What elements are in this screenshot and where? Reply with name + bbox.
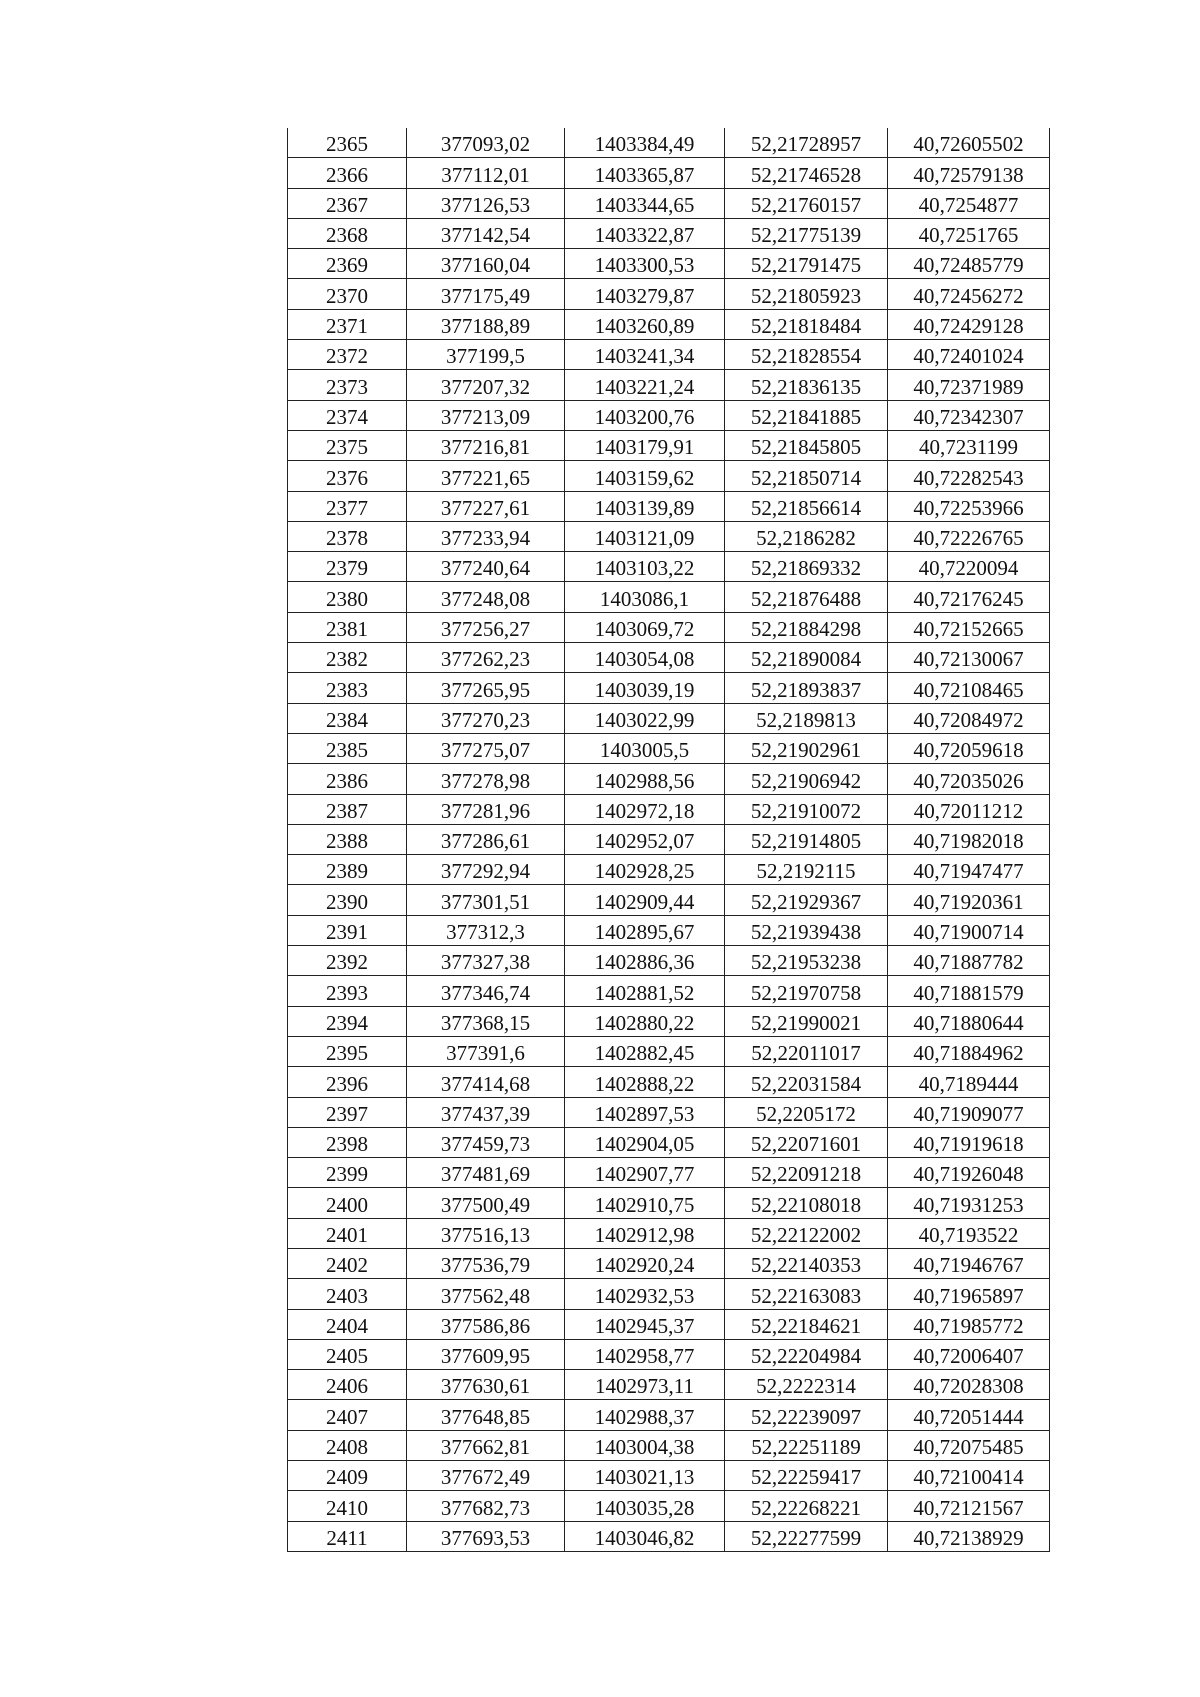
y-coordinate-cell: 1402945,37 (565, 1309, 725, 1339)
table-row (288, 1309, 1050, 1339)
latitude-cell: 52,21953238 (725, 946, 888, 976)
x-coordinate-cell: 377262,23 (407, 643, 565, 673)
latitude-cell: 52,22277599 (725, 1521, 888, 1551)
point-number-cell: 2410 (288, 1491, 407, 1521)
y-coordinate-cell: 1402920,24 (565, 1248, 725, 1278)
table-row (288, 976, 1050, 1006)
x-coordinate-cell: 377199,5 (407, 340, 565, 370)
y-coordinate-cell: 1402973,11 (565, 1370, 725, 1400)
latitude-cell: 52,2222314 (725, 1370, 888, 1400)
y-coordinate-cell: 1403159,62 (565, 461, 725, 491)
point-number-cell: 2365 (288, 128, 407, 158)
x-coordinate-cell: 377175,49 (407, 279, 565, 309)
y-coordinate-cell: 1402988,37 (565, 1400, 725, 1430)
x-coordinate-cell: 377093,02 (407, 128, 565, 158)
point-number-cell: 2404 (288, 1309, 407, 1339)
y-coordinate-cell: 1403365,87 (565, 158, 725, 188)
table-row (288, 1339, 1050, 1369)
longitude-cell: 40,71931253 (888, 1188, 1050, 1218)
y-coordinate-cell: 1402952,07 (565, 824, 725, 854)
longitude-cell: 40,71884962 (888, 1036, 1050, 1066)
x-coordinate-cell: 377414,68 (407, 1067, 565, 1097)
table-row (288, 249, 1050, 279)
x-coordinate-cell: 377248,08 (407, 582, 565, 612)
longitude-cell: 40,72342307 (888, 400, 1050, 430)
x-coordinate-cell: 377270,23 (407, 703, 565, 733)
point-number-cell: 2386 (288, 764, 407, 794)
point-number-cell: 2408 (288, 1430, 407, 1460)
latitude-cell: 52,22091218 (725, 1158, 888, 1188)
y-coordinate-cell: 1403039,19 (565, 673, 725, 703)
y-coordinate-cell: 1402882,45 (565, 1036, 725, 1066)
y-coordinate-cell: 1402897,53 (565, 1097, 725, 1127)
latitude-cell: 52,22108018 (725, 1188, 888, 1218)
table-row (288, 552, 1050, 582)
y-coordinate-cell: 1402988,56 (565, 764, 725, 794)
latitude-cell: 52,21876488 (725, 582, 888, 612)
y-coordinate-cell: 1402888,22 (565, 1067, 725, 1097)
latitude-cell: 52,21939438 (725, 915, 888, 945)
y-coordinate-cell: 1402928,25 (565, 855, 725, 885)
longitude-cell: 40,72485779 (888, 249, 1050, 279)
point-number-cell: 2373 (288, 370, 407, 400)
x-coordinate-cell: 377327,38 (407, 946, 565, 976)
x-coordinate-cell: 377240,64 (407, 552, 565, 582)
longitude-cell: 40,72059618 (888, 733, 1050, 763)
point-number-cell: 2403 (288, 1279, 407, 1309)
x-coordinate-cell: 377221,65 (407, 461, 565, 491)
longitude-cell: 40,71985772 (888, 1309, 1050, 1339)
y-coordinate-cell: 1402881,52 (565, 976, 725, 1006)
table-row (288, 430, 1050, 460)
table-row (288, 612, 1050, 642)
x-coordinate-cell: 377437,39 (407, 1097, 565, 1127)
point-number-cell: 2376 (288, 461, 407, 491)
point-number-cell: 2401 (288, 1218, 407, 1248)
point-number-cell: 2388 (288, 824, 407, 854)
point-number-cell: 2366 (288, 158, 407, 188)
latitude-cell: 52,21929367 (725, 885, 888, 915)
longitude-cell: 40,72028308 (888, 1370, 1050, 1400)
x-coordinate-cell: 377233,94 (407, 521, 565, 551)
coordinates-table-body (288, 128, 1050, 1551)
longitude-cell: 40,71919618 (888, 1127, 1050, 1157)
x-coordinate-cell: 377662,81 (407, 1430, 565, 1460)
point-number-cell: 2392 (288, 946, 407, 976)
y-coordinate-cell: 1403279,87 (565, 279, 725, 309)
x-coordinate-cell: 377126,53 (407, 188, 565, 218)
longitude-cell: 40,71920361 (888, 885, 1050, 915)
table-row (288, 673, 1050, 703)
point-number-cell: 2384 (288, 703, 407, 733)
x-coordinate-cell: 377630,61 (407, 1370, 565, 1400)
point-number-cell: 2409 (288, 1461, 407, 1491)
point-number-cell: 2380 (288, 582, 407, 612)
table-row (288, 1279, 1050, 1309)
point-number-cell: 2391 (288, 915, 407, 945)
table-row (288, 1218, 1050, 1248)
table-row (288, 1036, 1050, 1066)
latitude-cell: 52,22163083 (725, 1279, 888, 1309)
latitude-cell: 52,21906942 (725, 764, 888, 794)
y-coordinate-cell: 1403200,76 (565, 400, 725, 430)
x-coordinate-cell: 377672,49 (407, 1461, 565, 1491)
longitude-cell: 40,72130067 (888, 643, 1050, 673)
point-number-cell: 2369 (288, 249, 407, 279)
y-coordinate-cell: 1402909,44 (565, 885, 725, 915)
y-coordinate-cell: 1403179,91 (565, 430, 725, 460)
table-row (288, 340, 1050, 370)
y-coordinate-cell: 1403121,09 (565, 521, 725, 551)
longitude-cell: 40,72371989 (888, 370, 1050, 400)
point-number-cell: 2378 (288, 521, 407, 551)
x-coordinate-cell: 377368,15 (407, 1006, 565, 1036)
point-number-cell: 2400 (288, 1188, 407, 1218)
longitude-cell: 40,7193522 (888, 1218, 1050, 1248)
y-coordinate-cell: 1403022,99 (565, 703, 725, 733)
latitude-cell: 52,21902961 (725, 733, 888, 763)
point-number-cell: 2385 (288, 733, 407, 763)
longitude-cell: 40,72121567 (888, 1491, 1050, 1521)
point-number-cell: 2389 (288, 855, 407, 885)
latitude-cell: 52,22204984 (725, 1339, 888, 1369)
x-coordinate-cell: 377292,94 (407, 855, 565, 885)
longitude-cell: 40,72138929 (888, 1521, 1050, 1551)
point-number-cell: 2370 (288, 279, 407, 309)
longitude-cell: 40,71965897 (888, 1279, 1050, 1309)
x-coordinate-cell: 377391,6 (407, 1036, 565, 1066)
table-row (288, 885, 1050, 915)
longitude-cell: 40,71881579 (888, 976, 1050, 1006)
table-row (288, 1006, 1050, 1036)
latitude-cell: 52,21841885 (725, 400, 888, 430)
point-number-cell: 2375 (288, 430, 407, 460)
table-row (288, 915, 1050, 945)
y-coordinate-cell: 1403384,49 (565, 128, 725, 158)
y-coordinate-cell: 1402910,75 (565, 1188, 725, 1218)
longitude-cell: 40,71946767 (888, 1248, 1050, 1278)
x-coordinate-cell: 377213,09 (407, 400, 565, 430)
latitude-cell: 52,21893837 (725, 673, 888, 703)
point-number-cell: 2379 (288, 552, 407, 582)
longitude-cell: 40,72429128 (888, 309, 1050, 339)
latitude-cell: 52,22239097 (725, 1400, 888, 1430)
x-coordinate-cell: 377188,89 (407, 309, 565, 339)
table-row (288, 1400, 1050, 1430)
latitude-cell: 52,22259417 (725, 1461, 888, 1491)
x-coordinate-cell: 377481,69 (407, 1158, 565, 1188)
x-coordinate-cell: 377516,13 (407, 1218, 565, 1248)
x-coordinate-cell: 377693,53 (407, 1521, 565, 1551)
x-coordinate-cell: 377216,81 (407, 430, 565, 460)
latitude-cell: 52,22184621 (725, 1309, 888, 1339)
table-row (288, 370, 1050, 400)
latitude-cell: 52,22268221 (725, 1491, 888, 1521)
longitude-cell: 40,71909077 (888, 1097, 1050, 1127)
latitude-cell: 52,21884298 (725, 612, 888, 642)
table-row (288, 491, 1050, 521)
point-number-cell: 2368 (288, 218, 407, 248)
table-row (288, 461, 1050, 491)
point-number-cell: 2394 (288, 1006, 407, 1036)
x-coordinate-cell: 377286,61 (407, 824, 565, 854)
point-number-cell: 2406 (288, 1370, 407, 1400)
latitude-cell: 52,21910072 (725, 794, 888, 824)
table-row (288, 158, 1050, 188)
latitude-cell: 52,2186282 (725, 521, 888, 551)
point-number-cell: 2371 (288, 309, 407, 339)
point-number-cell: 2411 (288, 1521, 407, 1551)
latitude-cell: 52,21760157 (725, 188, 888, 218)
y-coordinate-cell: 1403221,24 (565, 370, 725, 400)
table-row (288, 1158, 1050, 1188)
point-number-cell: 2399 (288, 1158, 407, 1188)
table-row (288, 1248, 1050, 1278)
coordinates-table (287, 128, 1050, 1552)
y-coordinate-cell: 1403005,5 (565, 733, 725, 763)
longitude-cell: 40,71900714 (888, 915, 1050, 945)
table-row (288, 128, 1050, 158)
latitude-cell: 52,21970758 (725, 976, 888, 1006)
table-row (288, 582, 1050, 612)
longitude-cell: 40,72084972 (888, 703, 1050, 733)
y-coordinate-cell: 1402904,05 (565, 1127, 725, 1157)
latitude-cell: 52,21890084 (725, 643, 888, 673)
x-coordinate-cell: 377562,48 (407, 1279, 565, 1309)
longitude-cell: 40,72401024 (888, 340, 1050, 370)
x-coordinate-cell: 377500,49 (407, 1188, 565, 1218)
x-coordinate-cell: 377275,07 (407, 733, 565, 763)
longitude-cell: 40,72152665 (888, 612, 1050, 642)
latitude-cell: 52,22251189 (725, 1430, 888, 1460)
longitude-cell: 40,71926048 (888, 1158, 1050, 1188)
longitude-cell: 40,72282543 (888, 461, 1050, 491)
latitude-cell: 52,21746528 (725, 158, 888, 188)
latitude-cell: 52,21856614 (725, 491, 888, 521)
latitude-cell: 52,22140353 (725, 1248, 888, 1278)
latitude-cell: 52,22031584 (725, 1067, 888, 1097)
x-coordinate-cell: 377459,73 (407, 1127, 565, 1157)
x-coordinate-cell: 377265,95 (407, 673, 565, 703)
latitude-cell: 52,2205172 (725, 1097, 888, 1127)
x-coordinate-cell: 377142,54 (407, 218, 565, 248)
y-coordinate-cell: 1403069,72 (565, 612, 725, 642)
table-row (288, 1370, 1050, 1400)
longitude-cell: 40,72035026 (888, 764, 1050, 794)
longitude-cell: 40,7220094 (888, 552, 1050, 582)
table-row (288, 855, 1050, 885)
y-coordinate-cell: 1403300,53 (565, 249, 725, 279)
point-number-cell: 2367 (288, 188, 407, 218)
x-coordinate-cell: 377227,61 (407, 491, 565, 521)
latitude-cell: 52,21791475 (725, 249, 888, 279)
point-number-cell: 2382 (288, 643, 407, 673)
longitude-cell: 40,7231199 (888, 430, 1050, 460)
longitude-cell: 40,72006407 (888, 1339, 1050, 1369)
latitude-cell: 52,22011017 (725, 1036, 888, 1066)
y-coordinate-cell: 1403021,13 (565, 1461, 725, 1491)
table-row (288, 521, 1050, 551)
longitude-cell: 40,72605502 (888, 128, 1050, 158)
y-coordinate-cell: 1402907,77 (565, 1158, 725, 1188)
table-row (288, 1491, 1050, 1521)
table-row (288, 703, 1050, 733)
latitude-cell: 52,21836135 (725, 370, 888, 400)
y-coordinate-cell: 1403004,38 (565, 1430, 725, 1460)
longitude-cell: 40,72100414 (888, 1461, 1050, 1491)
x-coordinate-cell: 377609,95 (407, 1339, 565, 1369)
x-coordinate-cell: 377648,85 (407, 1400, 565, 1430)
point-number-cell: 2396 (288, 1067, 407, 1097)
latitude-cell: 52,21850714 (725, 461, 888, 491)
point-number-cell: 2402 (288, 1248, 407, 1278)
latitude-cell: 52,21845805 (725, 430, 888, 460)
x-coordinate-cell: 377207,32 (407, 370, 565, 400)
x-coordinate-cell: 377346,74 (407, 976, 565, 1006)
longitude-cell: 40,7189444 (888, 1067, 1050, 1097)
longitude-cell: 40,72253966 (888, 491, 1050, 521)
x-coordinate-cell: 377256,27 (407, 612, 565, 642)
table-row (288, 1461, 1050, 1491)
latitude-cell: 52,2189813 (725, 703, 888, 733)
latitude-cell: 52,21828554 (725, 340, 888, 370)
x-coordinate-cell: 377312,3 (407, 915, 565, 945)
longitude-cell: 40,72108465 (888, 673, 1050, 703)
longitude-cell: 40,71947477 (888, 855, 1050, 885)
latitude-cell: 52,21990021 (725, 1006, 888, 1036)
table-row (288, 400, 1050, 430)
point-number-cell: 2374 (288, 400, 407, 430)
y-coordinate-cell: 1403046,82 (565, 1521, 725, 1551)
y-coordinate-cell: 1402912,98 (565, 1218, 725, 1248)
longitude-cell: 40,71887782 (888, 946, 1050, 976)
point-number-cell: 2383 (288, 673, 407, 703)
longitude-cell: 40,72226765 (888, 521, 1050, 551)
table-row (288, 309, 1050, 339)
table-row (288, 188, 1050, 218)
y-coordinate-cell: 1402932,53 (565, 1279, 725, 1309)
y-coordinate-cell: 1402880,22 (565, 1006, 725, 1036)
latitude-cell: 52,21869332 (725, 552, 888, 582)
longitude-cell: 40,71982018 (888, 824, 1050, 854)
table-row (288, 824, 1050, 854)
longitude-cell: 40,7254877 (888, 188, 1050, 218)
longitude-cell: 40,71880644 (888, 1006, 1050, 1036)
point-number-cell: 2405 (288, 1339, 407, 1369)
x-coordinate-cell: 377586,86 (407, 1309, 565, 1339)
table-row (288, 946, 1050, 976)
table-row (288, 1430, 1050, 1460)
longitude-cell: 40,7251765 (888, 218, 1050, 248)
x-coordinate-cell: 377536,79 (407, 1248, 565, 1278)
table-row (288, 794, 1050, 824)
point-number-cell: 2381 (288, 612, 407, 642)
longitude-cell: 40,72011212 (888, 794, 1050, 824)
point-number-cell: 2395 (288, 1036, 407, 1066)
point-number-cell: 2377 (288, 491, 407, 521)
y-coordinate-cell: 1403054,08 (565, 643, 725, 673)
table-row (288, 733, 1050, 763)
longitude-cell: 40,72579138 (888, 158, 1050, 188)
longitude-cell: 40,72051444 (888, 1400, 1050, 1430)
y-coordinate-cell: 1403241,34 (565, 340, 725, 370)
table-row (288, 643, 1050, 673)
latitude-cell: 52,2192115 (725, 855, 888, 885)
x-coordinate-cell: 377112,01 (407, 158, 565, 188)
longitude-cell: 40,72456272 (888, 279, 1050, 309)
point-number-cell: 2398 (288, 1127, 407, 1157)
table-row (288, 279, 1050, 309)
latitude-cell: 52,21805923 (725, 279, 888, 309)
y-coordinate-cell: 1403103,22 (565, 552, 725, 582)
table-row (288, 1127, 1050, 1157)
latitude-cell: 52,21775139 (725, 218, 888, 248)
point-number-cell: 2372 (288, 340, 407, 370)
x-coordinate-cell: 377160,04 (407, 249, 565, 279)
x-coordinate-cell: 377301,51 (407, 885, 565, 915)
table-row (288, 218, 1050, 248)
x-coordinate-cell: 377278,98 (407, 764, 565, 794)
y-coordinate-cell: 1403260,89 (565, 309, 725, 339)
latitude-cell: 52,21728957 (725, 128, 888, 158)
latitude-cell: 52,21818484 (725, 309, 888, 339)
point-number-cell: 2393 (288, 976, 407, 1006)
point-number-cell: 2387 (288, 794, 407, 824)
table-row (288, 764, 1050, 794)
table-row (288, 1097, 1050, 1127)
y-coordinate-cell: 1402972,18 (565, 794, 725, 824)
longitude-cell: 40,72075485 (888, 1430, 1050, 1460)
x-coordinate-cell: 377682,73 (407, 1491, 565, 1521)
point-number-cell: 2397 (288, 1097, 407, 1127)
point-number-cell: 2407 (288, 1400, 407, 1430)
y-coordinate-cell: 1402958,77 (565, 1339, 725, 1369)
y-coordinate-cell: 1403139,89 (565, 491, 725, 521)
point-number-cell: 2390 (288, 885, 407, 915)
y-coordinate-cell: 1403035,28 (565, 1491, 725, 1521)
y-coordinate-cell: 1402886,36 (565, 946, 725, 976)
y-coordinate-cell: 1403322,87 (565, 218, 725, 248)
table-row (288, 1521, 1050, 1551)
longitude-cell: 40,72176245 (888, 582, 1050, 612)
table-row (288, 1188, 1050, 1218)
latitude-cell: 52,22122002 (725, 1218, 888, 1248)
x-coordinate-cell: 377281,96 (407, 794, 565, 824)
table-row (288, 1067, 1050, 1097)
latitude-cell: 52,22071601 (725, 1127, 888, 1157)
y-coordinate-cell: 1403344,65 (565, 188, 725, 218)
latitude-cell: 52,21914805 (725, 824, 888, 854)
y-coordinate-cell: 1402895,67 (565, 915, 725, 945)
y-coordinate-cell: 1403086,1 (565, 582, 725, 612)
